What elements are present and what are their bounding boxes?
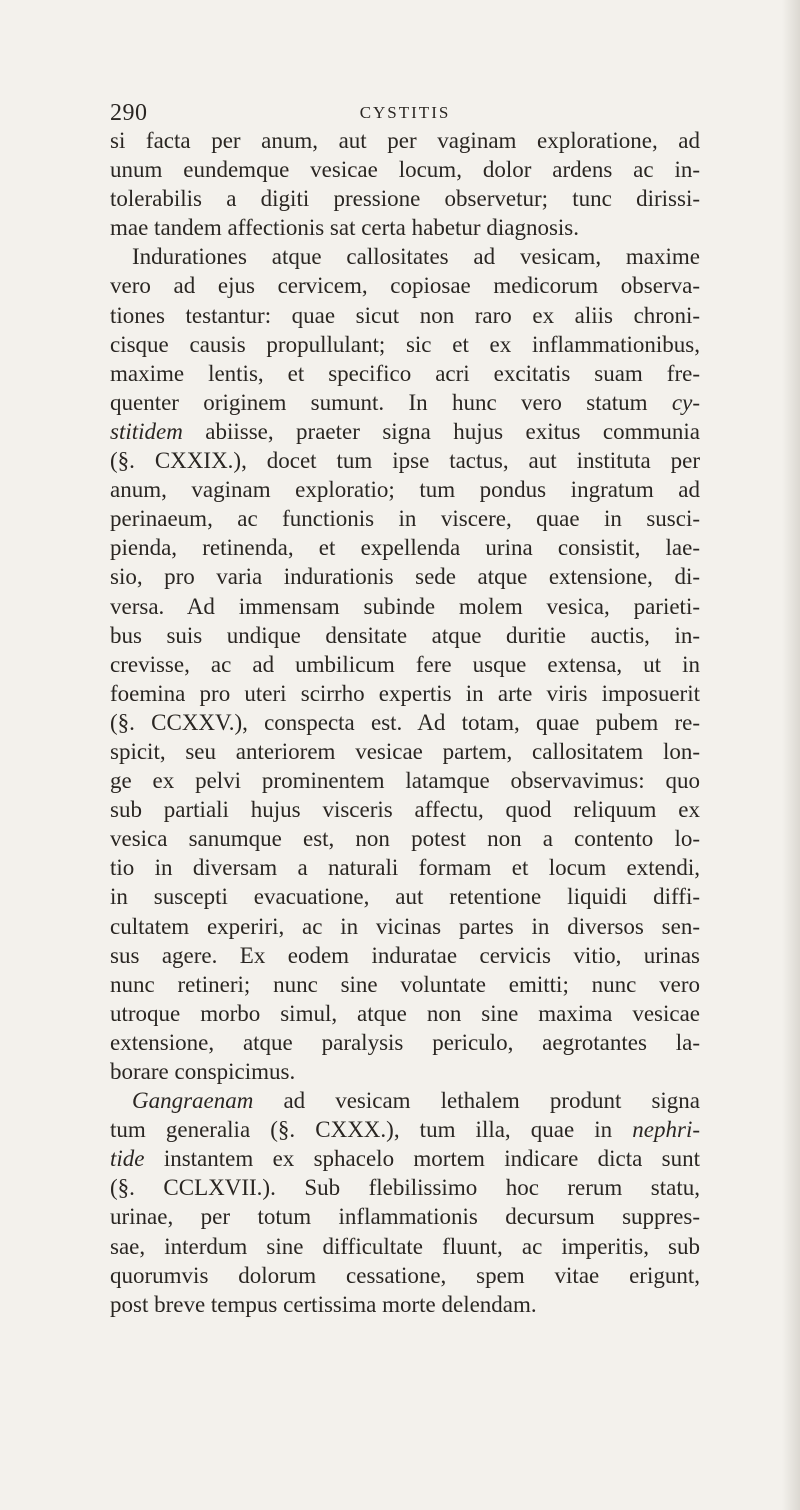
page-number: 290 bbox=[110, 100, 148, 126]
text-line bbox=[110, 1086, 700, 1115]
text-line: si facta per anum, aut per vaginam exploratione, ad bbox=[110, 128, 700, 153]
body-text bbox=[110, 126, 700, 1319]
italic-word: nephri- bbox=[632, 1117, 701, 1143]
text-line: quorumvis dolorum cessatione, spem vitae erigunt, bbox=[110, 1262, 700, 1288]
text-segment: instantem ex sphacelo mortem indicare dicta sunt bbox=[163, 1146, 701, 1172]
italic-word: Gangraenam bbox=[132, 1088, 254, 1114]
text-line: versa. Ad immensam subinde molem vesica, parieti- bbox=[110, 593, 700, 619]
text-line: utroque morbo simul, atque non sine maxima vesicae bbox=[110, 1000, 700, 1026]
italic-word: cy- bbox=[671, 389, 700, 415]
text-line: urinae, per totum inflammationis decursum suppres- bbox=[110, 1204, 700, 1230]
text-segment: ad vesicam lethalem produnt signa bbox=[283, 1088, 701, 1114]
text-line: (§. CCLXVII.). Sub flebilissimo hoc rerum statu, bbox=[110, 1175, 700, 1201]
text-line: unum eundemque vesicae locum, dolor ardens ac in- bbox=[110, 157, 700, 183]
text-line bbox=[110, 388, 700, 417]
text-line: cultatem experiri, ac in vicinas partes in diversos sen- bbox=[110, 913, 700, 939]
text-line: (§. CXXIX.), docet tum ipse tactus, aut instituta per bbox=[110, 448, 700, 474]
text-line: cisque causis propullulant; sic et ex inflammationibus, bbox=[110, 331, 700, 357]
text-line: post breve tempus certissima morte delendam. bbox=[110, 1291, 537, 1317]
text-line: tio in diversam a naturali formam et locum extendi, bbox=[110, 855, 700, 881]
text-line: spicit, seu anteriorem vesicae partem, callositatem lon- bbox=[110, 738, 700, 764]
text-segment: quenter originem sumunt. In hunc vero statum bbox=[110, 389, 648, 415]
text-line bbox=[110, 417, 700, 446]
text-segment: abiisse, praeter signa hujus exitus communia bbox=[205, 418, 701, 444]
text-line: in suscepti evacuatione, aut retentione liquidi diffi- bbox=[110, 884, 700, 910]
text-line: borare conspicimus. bbox=[110, 1059, 296, 1084]
text-line bbox=[110, 1115, 700, 1144]
text-line: sub partiali hujus visceris affectu, quod reliquum ex bbox=[110, 797, 700, 823]
text-line: perinaeum, ac functionis in viscere, quae in susci- bbox=[110, 506, 700, 532]
text-line: bus suis undique densitate atque duritie auctis, in- bbox=[110, 622, 700, 648]
text-line: sus agere. Ex eodem induratae cervicis vitio, urinas bbox=[110, 942, 700, 968]
text-line: vero ad ejus cervicem, copiosae medicorum observa- bbox=[110, 273, 700, 299]
text-line: vesica sanumque est, non potest non a contento lo- bbox=[110, 826, 700, 852]
text-line bbox=[110, 1144, 700, 1173]
text-line: crevisse, ac ad umbilicum fere usque extensa, ut in bbox=[110, 651, 700, 677]
text-line: Indurationes atque callositates ad vesicam, maxime bbox=[132, 244, 700, 270]
text-line: mae tandem affectionis sat certa habetur diagnosis. bbox=[110, 215, 579, 241]
text-line: tiones testantur: quae sicut non raro ex aliis chroni- bbox=[110, 302, 700, 328]
text-line: tolerabilis a digiti pressione observetur; tunc dirissi- bbox=[110, 186, 700, 212]
text-segment: tum generalia (§. CXXX.), tum illa, quae in bbox=[110, 1117, 613, 1143]
text-line: (§. CCXXV.), conspecta est. Ad totam, quae pubem re- bbox=[110, 709, 700, 735]
italic-word: tide bbox=[110, 1146, 145, 1172]
text-line: maxime lentis, et specifico acri excitatis suam fre- bbox=[110, 360, 700, 386]
text-line: foemina pro uteri scirrho expertis in arte viris imposuerit bbox=[110, 680, 700, 706]
text-line: anum, vaginam exploratio; tum pondus ingratum ad bbox=[110, 477, 700, 503]
text-line: extensione, atque paralysis periculo, aegrotantes la- bbox=[110, 1029, 700, 1055]
text-line: nunc retineri; nunc sine voluntate emitti; nunc vero bbox=[110, 971, 700, 997]
text-line: pienda, retinenda, et expellenda urina consistit, lae- bbox=[110, 535, 700, 561]
text-line: sae, interdum sine difficultate fluunt, ac imperitis, sub bbox=[110, 1233, 700, 1259]
text-line: sio, pro varia indurationis sede atque extensione, di- bbox=[110, 564, 700, 590]
running-head: CYSTITIS bbox=[359, 103, 451, 122]
page-edge-shadow bbox=[782, 0, 800, 1510]
text-line: ge ex pelvi prominentem latamque observavimus: quo bbox=[110, 768, 700, 794]
italic-word: stitidem bbox=[110, 418, 183, 444]
